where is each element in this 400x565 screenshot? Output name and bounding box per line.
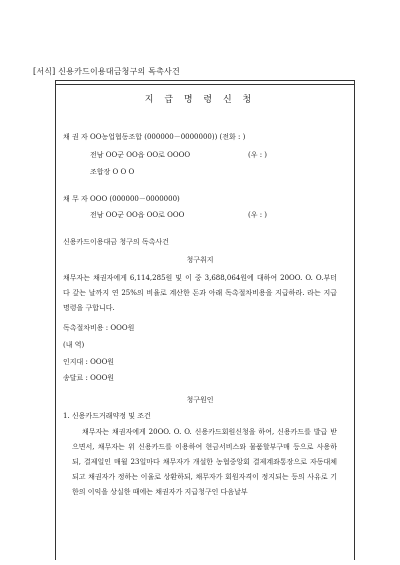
document-title: 지 급 명 령 신 청 — [144, 95, 256, 105]
costs-total: 독촉절차비용 : OOO원 — [63, 324, 135, 332]
creditor-representative: 조합장 O O O — [90, 168, 135, 176]
creditor-zip: (우 : ) — [248, 151, 268, 159]
purpose-text: 채무자는 채권자에게 6,114,285원 및 이 중 3,688,064원에 대하여 20OO. O. O.부터 다 갚는 날까지 연 25%의 비율로 계산한 돈과 아래 독촉절차비용을 지급하라. 라는 지급명령을 구합니다. — [63, 274, 337, 312]
form-heading: [서식] 신용카드이용대금청구의 독촉사건 — [33, 67, 180, 76]
case-name: 신용카드이용대금 청구의 독촉사건 — [63, 238, 169, 246]
costs-stamp: 인지대 : OOO원 — [63, 358, 115, 366]
costs-breakdown: (내 역) — [63, 341, 85, 349]
purpose-heading: 청구취지 — [186, 256, 214, 264]
cause-item-1-title: 1. 신용카드거래약정 및 조건 — [63, 412, 151, 420]
frame-double-rule — [56, 84, 354, 85]
cause-item-1-text: 채무자는 채권자에게 20OO. O. O. 신용카드회원신청을 하여, 신용카드를 발급 받으면서, 채무자는 위 신용카드를 이용하여 현금서비스와 물품할부구매 등으로 사용하되, 결제일인 매월 23일마다 채무자가 개설한 농협중앙회 결제계좌통장으로 자동대체되고 채권자가 정하는 이율로 상환하되, 채무자가 회원자격이 정지되는 등의 사유로 기한의 이익을 상실한 때에는 채권자가 지급청구인 다음날부 — [72, 428, 337, 496]
cause-heading: 청구원인 — [186, 396, 214, 404]
costs-delivery: 송달료 : OOO원 — [63, 374, 115, 382]
debtor-zip: (우 : ) — [248, 211, 268, 219]
debtor-address: 전남 OO군 OO읍 OO로 OOO — [90, 211, 185, 219]
creditor-address: 전남 OO군 OO읍 OO로 OOOO — [90, 151, 191, 159]
debtor-line: 채 무 자 OOO (000000－0000000) — [63, 195, 180, 203]
creditor-line: 채 권 자 OO농업협동조합 (000000－0000000)) (전화 : ) — [63, 133, 246, 141]
